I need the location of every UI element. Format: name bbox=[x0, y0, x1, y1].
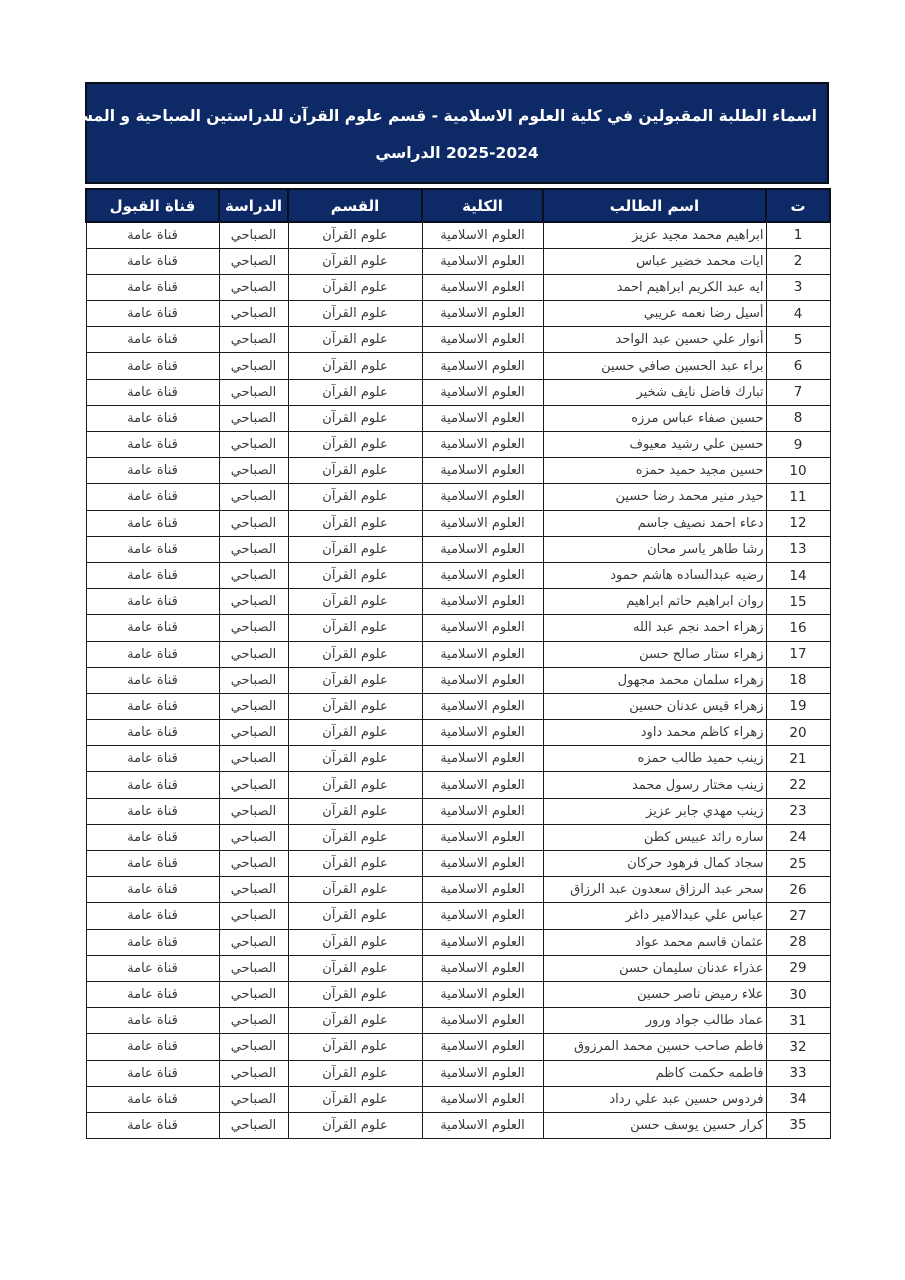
student-name-cell: زهراء سلمان محمد مجهول bbox=[543, 667, 766, 693]
study-type-cell: الصباحي bbox=[219, 615, 288, 641]
student-table-body bbox=[86, 222, 830, 1139]
table-row bbox=[86, 301, 830, 327]
department-cell: علوم القرآن bbox=[288, 1086, 422, 1112]
department-cell: علوم القرآن bbox=[288, 301, 422, 327]
row-number-cell: 24 bbox=[766, 824, 830, 850]
row-number-cell: 27 bbox=[766, 903, 830, 929]
column-header-admission-channel: قناة القبول bbox=[86, 189, 219, 222]
admission-channel-cell: قناة عامة bbox=[86, 641, 219, 667]
department-cell: علوم القرآن bbox=[288, 562, 422, 588]
admission-channel-cell: قناة عامة bbox=[86, 1086, 219, 1112]
study-type-cell: الصباحي bbox=[219, 798, 288, 824]
student-name-cell: براء عبد الحسين صافي حسين bbox=[543, 353, 766, 379]
college-cell: العلوم الاسلامية bbox=[422, 720, 543, 746]
table-row bbox=[86, 1086, 830, 1112]
student-name-cell: حسين صفاء عباس مرزه bbox=[543, 405, 766, 431]
table-row bbox=[86, 824, 830, 850]
student-name-cell: زينب حميد طالب حمزه bbox=[543, 746, 766, 772]
table-row bbox=[86, 877, 830, 903]
study-type-cell: الصباحي bbox=[219, 667, 288, 693]
row-number-cell: 10 bbox=[766, 458, 830, 484]
college-cell: العلوم الاسلامية bbox=[422, 746, 543, 772]
student-name-cell: ساره رائد عبيس كطن bbox=[543, 824, 766, 850]
row-number-cell: 2 bbox=[766, 248, 830, 274]
table-row bbox=[86, 432, 830, 458]
student-name-cell: سحر عبد الرزاق سعدون عبد الرزاق bbox=[543, 877, 766, 903]
accepted-students-table bbox=[85, 188, 831, 1139]
department-cell: علوم القرآن bbox=[288, 693, 422, 719]
admission-channel-cell: قناة عامة bbox=[86, 1034, 219, 1060]
admission-channel-cell: قناة عامة bbox=[86, 720, 219, 746]
study-type-cell: الصباحي bbox=[219, 772, 288, 798]
admission-channel-cell: قناة عامة bbox=[86, 1112, 219, 1138]
study-type-cell: الصباحي bbox=[219, 929, 288, 955]
table-row bbox=[86, 484, 830, 510]
student-name-cell: زهراء احمد نجم عبد الله bbox=[543, 615, 766, 641]
department-cell: علوم القرآن bbox=[288, 824, 422, 850]
study-type-cell: الصباحي bbox=[219, 379, 288, 405]
study-type-cell: الصباحي bbox=[219, 536, 288, 562]
study-type-cell: الصباحي bbox=[219, 510, 288, 536]
table-row bbox=[86, 222, 830, 248]
row-number-cell: 20 bbox=[766, 720, 830, 746]
department-cell: علوم القرآن bbox=[288, 772, 422, 798]
student-name-cell: فاطم صاحب حسين محمد المرزوق bbox=[543, 1034, 766, 1060]
row-number-cell: 28 bbox=[766, 929, 830, 955]
student-name-cell: زهراء كاظم محمد داود bbox=[543, 720, 766, 746]
table-row bbox=[86, 353, 830, 379]
student-name-cell: ابراهيم محمد مجيد عزيز bbox=[543, 222, 766, 248]
department-cell: علوم القرآن bbox=[288, 353, 422, 379]
student-name-cell: علاء رميض ناصر حسين bbox=[543, 981, 766, 1007]
admission-channel-cell: قناة عامة bbox=[86, 772, 219, 798]
student-name-cell: أسيل رضا نعمه عريبي bbox=[543, 301, 766, 327]
student-name-cell: فاطمه حكمت كاظم bbox=[543, 1060, 766, 1086]
department-cell: علوم القرآن bbox=[288, 1008, 422, 1034]
column-header-student-name: اسم الطالب bbox=[543, 189, 766, 222]
student-name-cell: زهراء قيس عدنان حسين bbox=[543, 693, 766, 719]
row-number-cell: 19 bbox=[766, 693, 830, 719]
student-name-cell: كرار حسين يوسف حسن bbox=[543, 1112, 766, 1138]
row-number-cell: 13 bbox=[766, 536, 830, 562]
table-row bbox=[86, 667, 830, 693]
college-cell: العلوم الاسلامية bbox=[422, 798, 543, 824]
department-cell: علوم القرآن bbox=[288, 274, 422, 300]
department-cell: علوم القرآن bbox=[288, 222, 422, 248]
column-header-study: الدراسة bbox=[219, 189, 288, 222]
department-cell: علوم القرآن bbox=[288, 667, 422, 693]
student-name-cell: عباس علي عبدالامير داغر bbox=[543, 903, 766, 929]
college-cell: العلوم الاسلامية bbox=[422, 772, 543, 798]
title-academic-year-value: 2025-2024 bbox=[445, 144, 539, 162]
department-cell: علوم القرآن bbox=[288, 615, 422, 641]
student-name-cell: حسين علي رشيد معيوف bbox=[543, 432, 766, 458]
table-row bbox=[86, 510, 830, 536]
admission-channel-cell: قناة عامة bbox=[86, 1008, 219, 1034]
admission-channel-cell: قناة عامة bbox=[86, 484, 219, 510]
table-row bbox=[86, 772, 830, 798]
department-cell: علوم القرآن bbox=[288, 327, 422, 353]
row-number-cell: 4 bbox=[766, 301, 830, 327]
table-row bbox=[86, 327, 830, 353]
table-row bbox=[86, 1060, 830, 1086]
row-number-cell: 6 bbox=[766, 353, 830, 379]
table-row bbox=[86, 720, 830, 746]
student-name-cell: زهراء ستار صالح حسن bbox=[543, 641, 766, 667]
table-row bbox=[86, 641, 830, 667]
row-number-cell: 23 bbox=[766, 798, 830, 824]
study-type-cell: الصباحي bbox=[219, 720, 288, 746]
admission-channel-cell: قناة عامة bbox=[86, 536, 219, 562]
student-name-cell: فردوس حسين عبد علي رداد bbox=[543, 1086, 766, 1112]
admission-channel-cell: قناة عامة bbox=[86, 615, 219, 641]
row-number-cell: 15 bbox=[766, 589, 830, 615]
admission-channel-cell: قناة عامة bbox=[86, 301, 219, 327]
study-type-cell: الصباحي bbox=[219, 405, 288, 431]
department-cell: علوم القرآن bbox=[288, 1034, 422, 1060]
college-cell: العلوم الاسلامية bbox=[422, 327, 543, 353]
college-cell: العلوم الاسلامية bbox=[422, 903, 543, 929]
title-line-1: اسماء الطلبة المقبولين في كلية العلوم الاسلامية - قسم علوم القرآن للدراستين الصباحية و المسائية للعام bbox=[6, 107, 817, 125]
department-cell: علوم القرآن bbox=[288, 877, 422, 903]
study-type-cell: الصباحي bbox=[219, 1060, 288, 1086]
student-name-cell: عذراء عدنان سليمان حسن bbox=[543, 955, 766, 981]
study-type-cell: الصباحي bbox=[219, 274, 288, 300]
department-cell: علوم القرآن bbox=[288, 746, 422, 772]
college-cell: العلوم الاسلامية bbox=[422, 1008, 543, 1034]
admission-channel-cell: قناة عامة bbox=[86, 903, 219, 929]
table-row bbox=[86, 798, 830, 824]
row-number-cell: 31 bbox=[766, 1008, 830, 1034]
admission-channel-cell: قناة عامة bbox=[86, 929, 219, 955]
title-academic-year-label: الدراسي bbox=[375, 144, 441, 162]
college-cell: العلوم الاسلامية bbox=[422, 929, 543, 955]
department-cell: علوم القرآن bbox=[288, 798, 422, 824]
study-type-cell: الصباحي bbox=[219, 641, 288, 667]
college-cell: العلوم الاسلامية bbox=[422, 615, 543, 641]
row-number-cell: 29 bbox=[766, 955, 830, 981]
row-number-cell: 5 bbox=[766, 327, 830, 353]
admission-channel-cell: قناة عامة bbox=[86, 432, 219, 458]
title-line-2 bbox=[97, 135, 817, 172]
college-cell: العلوم الاسلامية bbox=[422, 222, 543, 248]
college-cell: العلوم الاسلامية bbox=[422, 824, 543, 850]
college-cell: العلوم الاسلامية bbox=[422, 510, 543, 536]
college-cell: العلوم الاسلامية bbox=[422, 458, 543, 484]
admission-channel-cell: قناة عامة bbox=[86, 274, 219, 300]
department-cell: علوم القرآن bbox=[288, 641, 422, 667]
college-cell: العلوم الاسلامية bbox=[422, 981, 543, 1007]
column-header-number: ت bbox=[766, 189, 830, 222]
table-header-row bbox=[86, 189, 830, 222]
department-cell: علوم القرآن bbox=[288, 720, 422, 746]
student-name-cell: عماد طالب جواد ورور bbox=[543, 1008, 766, 1034]
student-name-cell: زينب مختار رسول محمد bbox=[543, 772, 766, 798]
study-type-cell: الصباحي bbox=[219, 903, 288, 929]
row-number-cell: 1 bbox=[766, 222, 830, 248]
row-number-cell: 25 bbox=[766, 851, 830, 877]
study-type-cell: الصباحي bbox=[219, 353, 288, 379]
row-number-cell: 11 bbox=[766, 484, 830, 510]
table-row bbox=[86, 248, 830, 274]
admission-channel-cell: قناة عامة bbox=[86, 746, 219, 772]
table-row bbox=[86, 693, 830, 719]
admission-channel-cell: قناة عامة bbox=[86, 824, 219, 850]
college-cell: العلوم الاسلامية bbox=[422, 1086, 543, 1112]
department-cell: علوم القرآن bbox=[288, 1060, 422, 1086]
row-number-cell: 9 bbox=[766, 432, 830, 458]
row-number-cell: 7 bbox=[766, 379, 830, 405]
department-cell: علوم القرآن bbox=[288, 851, 422, 877]
document-title-banner bbox=[6, 82, 829, 184]
department-cell: علوم القرآن bbox=[288, 405, 422, 431]
table-row bbox=[86, 379, 830, 405]
study-type-cell: الصباحي bbox=[219, 301, 288, 327]
college-cell: العلوم الاسلامية bbox=[422, 405, 543, 431]
college-cell: العلوم الاسلامية bbox=[422, 667, 543, 693]
table-row bbox=[86, 955, 830, 981]
row-number-cell: 12 bbox=[766, 510, 830, 536]
row-number-cell: 22 bbox=[766, 772, 830, 798]
department-cell: علوم القرآن bbox=[288, 510, 422, 536]
admission-channel-cell: قناة عامة bbox=[86, 510, 219, 536]
college-cell: العلوم الاسلامية bbox=[422, 274, 543, 300]
row-number-cell: 8 bbox=[766, 405, 830, 431]
student-name-cell: تبارك فاضل نايف شخير bbox=[543, 379, 766, 405]
department-cell: علوم القرآن bbox=[288, 929, 422, 955]
admission-channel-cell: قناة عامة bbox=[86, 798, 219, 824]
study-type-cell: الصباحي bbox=[219, 589, 288, 615]
column-header-department: القسم bbox=[288, 189, 422, 222]
study-type-cell: الصباحي bbox=[219, 1112, 288, 1138]
table-row bbox=[86, 458, 830, 484]
student-name-cell: ايه عبد الكريم ابراهيم احمد bbox=[543, 274, 766, 300]
row-number-cell: 18 bbox=[766, 667, 830, 693]
table-row bbox=[86, 536, 830, 562]
row-number-cell: 30 bbox=[766, 981, 830, 1007]
study-type-cell: الصباحي bbox=[219, 824, 288, 850]
table-row bbox=[86, 274, 830, 300]
table-row bbox=[86, 589, 830, 615]
admission-channel-cell: قناة عامة bbox=[86, 981, 219, 1007]
admission-channel-cell: قناة عامة bbox=[86, 562, 219, 588]
department-cell: علوم القرآن bbox=[288, 981, 422, 1007]
department-cell: علوم القرآن bbox=[288, 379, 422, 405]
study-type-cell: الصباحي bbox=[219, 955, 288, 981]
student-list-document bbox=[6, 82, 829, 1139]
table-row bbox=[86, 615, 830, 641]
admission-channel-cell: قناة عامة bbox=[86, 327, 219, 353]
study-type-cell: الصباحي bbox=[219, 562, 288, 588]
admission-channel-cell: قناة عامة bbox=[86, 248, 219, 274]
admission-channel-cell: قناة عامة bbox=[86, 693, 219, 719]
college-cell: العلوم الاسلامية bbox=[422, 432, 543, 458]
college-cell: العلوم الاسلامية bbox=[422, 589, 543, 615]
study-type-cell: الصباحي bbox=[219, 877, 288, 903]
study-type-cell: الصباحي bbox=[219, 1008, 288, 1034]
admission-channel-cell: قناة عامة bbox=[86, 353, 219, 379]
department-cell: علوم القرآن bbox=[288, 248, 422, 274]
table-row bbox=[86, 851, 830, 877]
row-number-cell: 35 bbox=[766, 1112, 830, 1138]
admission-channel-cell: قناة عامة bbox=[86, 955, 219, 981]
student-name-cell: دعاء احمد نصيف جاسم bbox=[543, 510, 766, 536]
study-type-cell: الصباحي bbox=[219, 1086, 288, 1112]
table-row bbox=[86, 1034, 830, 1060]
row-number-cell: 33 bbox=[766, 1060, 830, 1086]
college-cell: العلوم الاسلامية bbox=[422, 562, 543, 588]
table-row bbox=[86, 405, 830, 431]
college-cell: العلوم الاسلامية bbox=[422, 301, 543, 327]
student-name-cell: عثمان قاسم محمد عواد bbox=[543, 929, 766, 955]
table-row bbox=[86, 903, 830, 929]
row-number-cell: 3 bbox=[766, 274, 830, 300]
department-cell: علوم القرآن bbox=[288, 458, 422, 484]
department-cell: علوم القرآن bbox=[288, 432, 422, 458]
row-number-cell: 16 bbox=[766, 615, 830, 641]
college-cell: العلوم الاسلامية bbox=[422, 693, 543, 719]
table-row bbox=[86, 981, 830, 1007]
student-name-cell: روان ابراهيم حاتم ابراهيم bbox=[543, 589, 766, 615]
table-row bbox=[86, 746, 830, 772]
row-number-cell: 17 bbox=[766, 641, 830, 667]
student-name-cell: رشا طاهر ياسر محان bbox=[543, 536, 766, 562]
student-name-cell: سجاد كمال فرهود حركان bbox=[543, 851, 766, 877]
college-cell: العلوم الاسلامية bbox=[422, 641, 543, 667]
admission-channel-cell: قناة عامة bbox=[86, 405, 219, 431]
study-type-cell: الصباحي bbox=[219, 981, 288, 1007]
table-row bbox=[86, 1112, 830, 1138]
student-name-cell: حيدر منير محمد رضا حسين bbox=[543, 484, 766, 510]
college-cell: العلوم الاسلامية bbox=[422, 877, 543, 903]
department-cell: علوم القرآن bbox=[288, 903, 422, 929]
study-type-cell: الصباحي bbox=[219, 432, 288, 458]
table-row bbox=[86, 1008, 830, 1034]
admission-channel-cell: قناة عامة bbox=[86, 222, 219, 248]
college-cell: العلوم الاسلامية bbox=[422, 851, 543, 877]
college-cell: العلوم الاسلامية bbox=[422, 1060, 543, 1086]
student-name-cell: زينب مهدي جابر عزيز bbox=[543, 798, 766, 824]
row-number-cell: 21 bbox=[766, 746, 830, 772]
study-type-cell: الصباحي bbox=[219, 248, 288, 274]
admission-channel-cell: قناة عامة bbox=[86, 667, 219, 693]
row-number-cell: 14 bbox=[766, 562, 830, 588]
admission-channel-cell: قناة عامة bbox=[86, 458, 219, 484]
study-type-cell: الصباحي bbox=[219, 746, 288, 772]
table-row bbox=[86, 929, 830, 955]
study-type-cell: الصباحي bbox=[219, 693, 288, 719]
admission-channel-cell: قناة عامة bbox=[86, 851, 219, 877]
college-cell: العلوم الاسلامية bbox=[422, 1112, 543, 1138]
study-type-cell: الصباحي bbox=[219, 327, 288, 353]
admission-channel-cell: قناة عامة bbox=[86, 589, 219, 615]
study-type-cell: الصباحي bbox=[219, 222, 288, 248]
study-type-cell: الصباحي bbox=[219, 458, 288, 484]
student-name-cell: حسين مجيد حميد حمزه bbox=[543, 458, 766, 484]
admission-channel-cell: قناة عامة bbox=[86, 877, 219, 903]
row-number-cell: 34 bbox=[766, 1086, 830, 1112]
student-name-cell: أنوار علي حسين عبد الواحد bbox=[543, 327, 766, 353]
study-type-cell: الصباحي bbox=[219, 1034, 288, 1060]
college-cell: العلوم الاسلامية bbox=[422, 1034, 543, 1060]
column-header-college: الكلية bbox=[422, 189, 543, 222]
college-cell: العلوم الاسلامية bbox=[422, 353, 543, 379]
student-name-cell: ايات محمد خضير عباس bbox=[543, 248, 766, 274]
study-type-cell: الصباحي bbox=[219, 851, 288, 877]
college-cell: العلوم الاسلامية bbox=[422, 536, 543, 562]
college-cell: العلوم الاسلامية bbox=[422, 484, 543, 510]
admission-channel-cell: قناة عامة bbox=[86, 1060, 219, 1086]
study-type-cell: الصباحي bbox=[219, 484, 288, 510]
department-cell: علوم القرآن bbox=[288, 536, 422, 562]
table-row bbox=[86, 562, 830, 588]
college-cell: العلوم الاسلامية bbox=[422, 379, 543, 405]
row-number-cell: 26 bbox=[766, 877, 830, 903]
student-name-cell: رضيه عبدالساده هاشم حمود bbox=[543, 562, 766, 588]
department-cell: علوم القرآن bbox=[288, 1112, 422, 1138]
department-cell: علوم القرآن bbox=[288, 955, 422, 981]
department-cell: علوم القرآن bbox=[288, 589, 422, 615]
admission-channel-cell: قناة عامة bbox=[86, 379, 219, 405]
row-number-cell: 32 bbox=[766, 1034, 830, 1060]
college-cell: العلوم الاسلامية bbox=[422, 248, 543, 274]
department-cell: علوم القرآن bbox=[288, 484, 422, 510]
college-cell: العلوم الاسلامية bbox=[422, 955, 543, 981]
